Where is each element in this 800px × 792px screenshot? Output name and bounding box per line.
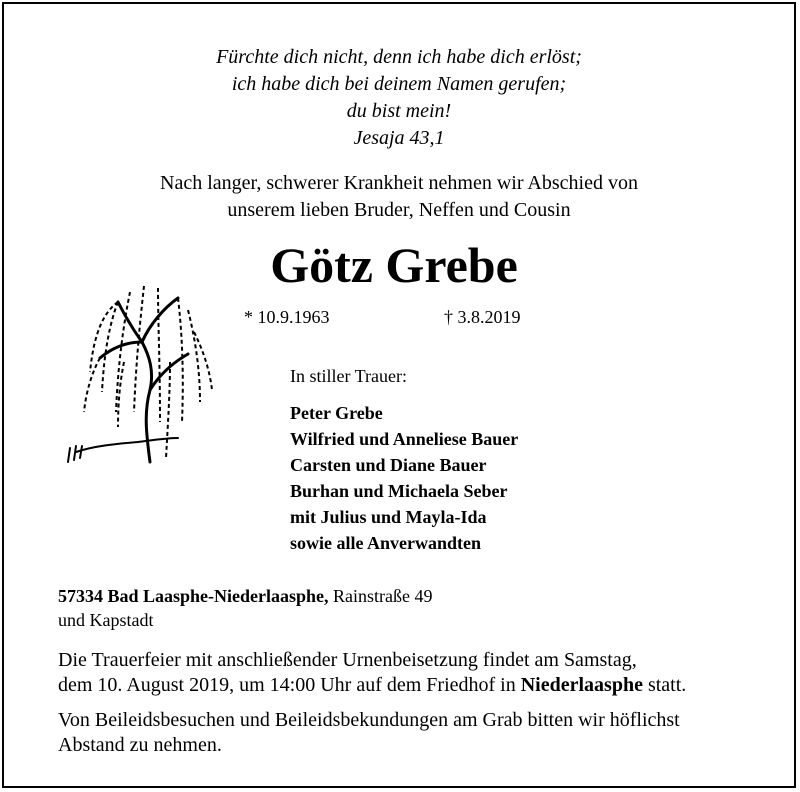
condolence-line-1: Von Beileidsbesuchen und Beileidsbekundungen am Grab bitten wir höflichst (58, 709, 680, 731)
mourner-name: Carsten und Diane Bauer (290, 455, 487, 475)
funeral-line-1: Die Trauerfeier mit anschließender Urnenbeisetzung findet am Samstag, (58, 649, 637, 671)
mourner-name: Peter Grebe (290, 403, 383, 423)
intro-text (4, 170, 794, 224)
mourners-list (290, 400, 518, 556)
mourner-name: Burhan und Michaela Seber (290, 481, 508, 501)
verse-reference: Jesaja 43,1 (353, 127, 445, 149)
mourner-name: sowie alle Anverwandten (290, 533, 481, 553)
condolence-note (58, 708, 778, 758)
address-place: 57334 Bad Laasphe-Niederlaasphe, (58, 586, 329, 606)
funeral-text-end: statt. (642, 674, 687, 696)
address-line-2: und Kapstadt (58, 610, 154, 630)
funeral-info (58, 648, 778, 698)
funeral-text: dem 10. August 2019, um 14:00 Uhr auf dem Friedhof in (58, 674, 521, 696)
verse-line: ich habe dich bei deinem Namen gerufen; (231, 73, 567, 95)
obituary-card (2, 2, 796, 788)
condolence-line-2: Abstand zu nehmen. (58, 734, 222, 756)
death-date: † 3.8.2019 (444, 307, 521, 327)
verse-line: Fürchte dich nicht, denn ich habe dich erlöst; (216, 46, 582, 68)
address-street: Rainstraße 49 (333, 586, 433, 606)
intro-line: unserem lieben Bruder, Neffen und Cousin (227, 199, 571, 221)
mourner-name: mit Julius und Mayla-Ida (290, 507, 487, 527)
mourning-heading: In stiller Trauer: (290, 366, 407, 386)
weeping-willow-icon (54, 262, 224, 474)
address-block (58, 584, 433, 632)
birth-date: * 10.9.1963 (244, 307, 330, 327)
address-line-1 (58, 584, 433, 608)
mourner-name: Wilfried und Anneliese Bauer (290, 429, 519, 449)
deceased-name: Götz Grebe (270, 237, 518, 293)
funeral-line-2 (58, 673, 778, 698)
funeral-location: Niederlaasphe (520, 674, 643, 696)
bible-verse (4, 44, 794, 152)
intro-line: Nach langer, schwerer Krankheit nehmen wir Abschied von (160, 172, 638, 194)
verse-line: du bist mein! (346, 100, 452, 122)
